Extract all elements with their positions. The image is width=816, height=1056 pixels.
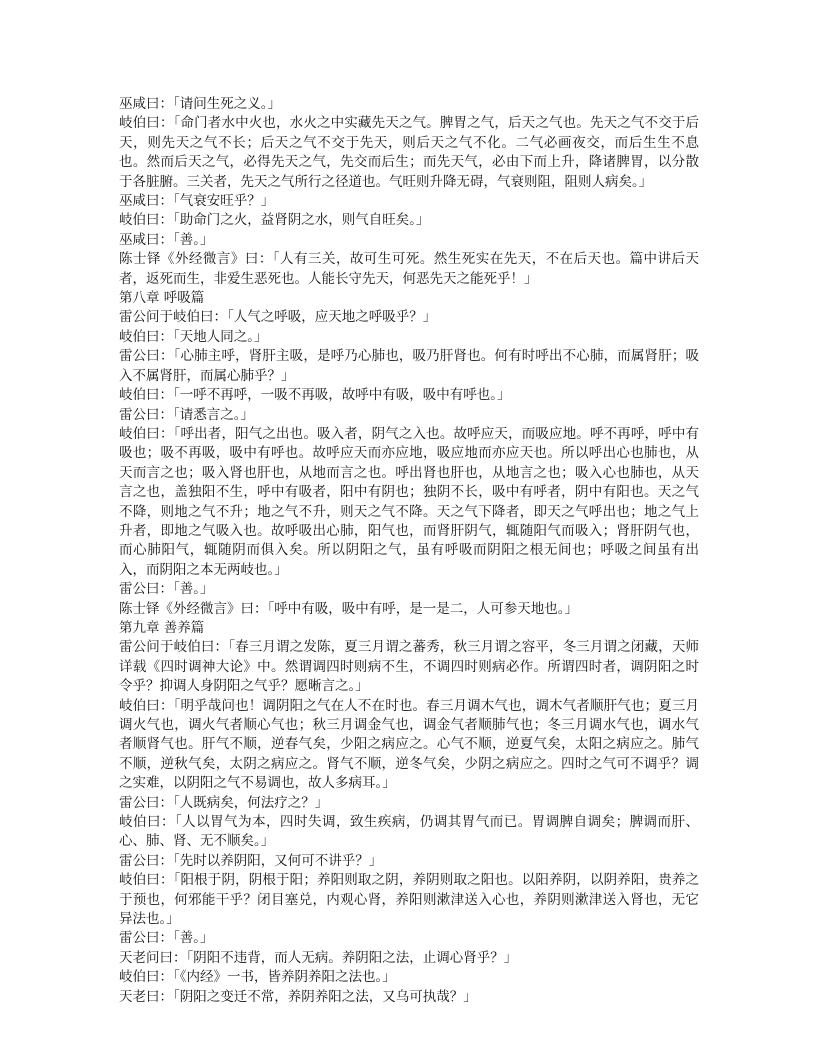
paragraph: 巫咸曰：「请问生死之义。」: [119, 96, 281, 112]
paragraph: 岐伯曰：「天地人同之。」: [119, 328, 268, 345]
paragraph: 岐伯曰：「明乎哉问也！调阴阳之气在人不在时也。春三月调木气也，调木气者顺肝气也；夏三月调火气也，调火气者顺心气也；秋三月调金气也，调金气者顺肺气也；冬三月调水气也，调水气者顺肾气也。肝气不顺，逆春气矣，少阳之病应之。心气不顺，逆夏气矣，太阳之病应之。肺气不顺，逆秋气矣，太阴之病应之。肾气不顺，逆冬气矣，少阴之病应之。四时之气可不调乎？调之实难，以阴阳之气不易调也，故人多病耳。」: [119, 697, 699, 792]
paragraph: 岐伯曰：「人以胃气为本，四时失调，致生疾病，仍调其胃气而已。胃调脾自调矣；脾调而肝、心、肺、肾、无不顺矣。」: [119, 814, 699, 850]
paragraph: 天老问曰：「阴阳不违背，而人无病。养阴阳之法，止调心肾乎？」: [119, 949, 518, 966]
paragraph: 岐伯曰：「一呼不再呼，一吸不再吸，故呼中有吸，吸中有呼也。」: [119, 387, 511, 404]
paragraph: 雷公曰：「先时以养阴阳，又何可不讲乎？」: [119, 852, 383, 869]
paragraph: 岐伯曰：「呼出者，阳气之出也。吸入者，阴气之入也。故呼应天，而吸应地。呼不再呼，呼中有吸也；吸不再吸，吸中有呼也。故呼应天而亦应地，吸应地而亦应天也。所以呼出心也肺也，从天而言之也；吸入肾也肝也，从地而言之也。呼出肾也肝也，从地言之也；吸入心也肺也，从天言之也，盖独阳不生，呼中有吸者，阳中有阴也；独阴不长，吸中有呼者，阴中有阳也。天之气不降，则地之气不升；地之气不升，则天之气不降。天之气下降者，即天之气呼出也；地之气上升者，即地之气吸入也。故呼吸出心肺，阳气也，而肾肝阴气，辄随阳气而吸入；肾肝阴气也，而心肺阳气，辄随阴而俱入矣。所以阴阳之气，虽有呼吸而阴阳之根无间也；呼吸之间虽有出入，而阴阳之本无两岐也。」: [119, 425, 699, 578]
paragraph: 雷公曰：「请悉言之。」: [119, 406, 254, 423]
chapter-heading: 第九章 善养篇: [119, 619, 205, 636]
paragraph: 陈士铎《外经微言》曰：「人有三关，故可生可死。然生死实在先天，不在后天也。篇中讲后天者，返死而生，非爱生恶死也。人能长守先天，何恶先天之能死乎！」: [119, 251, 699, 287]
paragraph: 陈士铎《外经微言》曰：「呼中有吸，吸中有呼，是一是二，人可参天地也。」: [119, 600, 578, 617]
paragraph: 巫咸曰：「善。」: [119, 231, 214, 248]
document-page: [119, 95, 699, 1007]
paragraph: 雷公问于岐伯曰：「春三月谓之发陈，夏三月谓之蕃秀，秋三月谓之容平，冬三月谓之闭藏，天师详载《四时调神大论》中。然谓调四时则病不生，不调四时则病必作。所谓四时者，调阴阳之时令乎？抑调人身阴阳之气乎？愿晰言之。」: [119, 639, 699, 695]
paragraph: 雷公问于岐伯曰：「人气之呼吸，应天地之呼吸乎？」: [119, 309, 437, 326]
paragraph: 雷公曰：「善。」: [119, 930, 214, 947]
paragraph: 岐伯曰：「命门者水中火也，水火之中实藏先天之气。脾胃之气，后天之气也。先天之气不交于后天，则先天之气不长；后天之气不交于先天，则后天之气不化。二气必画夜交，而后生生不息也。然而后天之气，必得先天之气，先交而后生；而先天气，必由下而上升，降诸脾胃，以分散于各脏腑。三关者，先天之气所行之径道也。气旺则升降无碍，气衰则阻，阻则人病矣。」: [119, 115, 699, 190]
paragraph: 雷公曰：「心肺主呼，肾肝主吸，是呼乃心肺也，吸乃肝肾也。何有时呼出不心肺，而属肾肝；吸入不属肾肝，而属心肺乎？」: [119, 348, 699, 384]
paragraph: 雷公曰：「人既病矣，何法疗之？」: [119, 794, 329, 811]
paragraph: 岐伯曰：「《内经》一书，皆养阴养阳之法也。」: [119, 969, 396, 986]
paragraph: 岐伯曰：「助命门之火，益肾阴之水，则气自旺矣。」: [119, 212, 430, 229]
paragraph: 天老曰：「阴阳之变迁不常，养阴养阳之法，又乌可执哉？」: [119, 988, 477, 1005]
paragraph: 岐伯曰：「阳根于阴，阴根于阳；养阳则取之阴，养阴则取之阳也。以阳养阴，以阴养阳，贵养之于预也，何邪能干乎？闭目塞兑，内观心肾，养阳则漱津送入心也，养阴则漱津送入肾也，无它异法也。」: [119, 872, 699, 928]
paragraph: 巫咸曰：「气衰安旺乎？」: [119, 193, 275, 210]
paragraph: 雷公曰：「善。」: [119, 581, 214, 598]
chapter-heading: 第八章 呼吸篇: [119, 290, 205, 307]
